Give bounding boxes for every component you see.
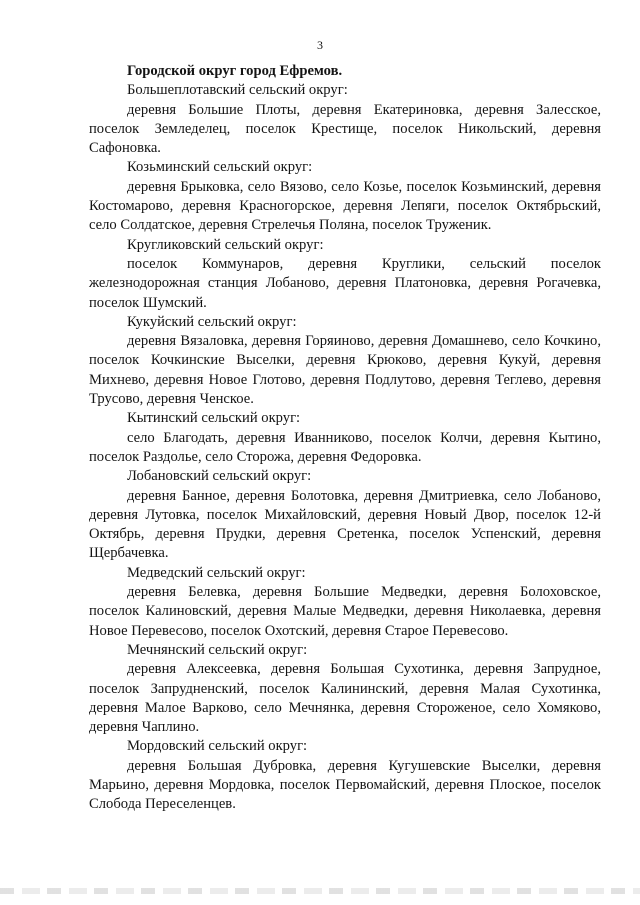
- settlement-list: деревня Алексеевка, деревня Большая Сухотинка, деревня Запрудное, поселок Запрудненский, поселок Калининский, деревня Малая Сухотинка, деревня Малое Варково, село Мечнянка, деревня Стороженое, село Хомяково, деревня Чаплино.: [89, 661, 601, 736]
- district-block: [89, 313, 601, 409]
- settlement-list: деревня Вязаловка, деревня Горяиново, деревня Домашнево, село Кочкино, поселок Кочкинские Выселки, деревня Крюково, деревня Кукуй, деревня Михнево, деревня Новое Глотово, деревня Подлутово, деревня Теглево, деревня Трусово, деревня Ченское.: [89, 333, 601, 408]
- district-list: [89, 81, 601, 814]
- settlement-list: деревня Большая Дубровка, деревня Кугушевские Выселки, деревня Марьино, деревня Мордовка, поселок Первомайский, деревня Плоское, поселок Слобода Переселенцев.: [89, 757, 601, 813]
- district-name: Кукуйский сельский округ:: [127, 313, 297, 330]
- district-name: Медведский сельский округ:: [127, 564, 306, 581]
- district-block: [89, 236, 601, 313]
- settlement-list: поселок Коммунаров, деревня Круглики, сельский поселок железнодорожная станция Лобаново, деревня Платоновка, деревня Рогачевка, поселок Шумский.: [89, 255, 601, 311]
- district-name: Кругликовский сельский округ:: [127, 236, 324, 253]
- district-block: [89, 564, 601, 641]
- district-block: [89, 641, 601, 737]
- district-block: [89, 81, 601, 158]
- district-block: [89, 737, 601, 814]
- settlement-list: деревня Брыковка, село Вязово, село Козье, поселок Козьминский, деревня Костомарово, деревня Красногорское, деревня Лепяги, поселок Октябрьский, село Солдатское, деревня Стрелечья Поляна, поселок Труженик.: [89, 178, 601, 234]
- district-block: [89, 409, 601, 467]
- district-block: [89, 158, 601, 235]
- district-name: Мордовский сельский округ:: [127, 738, 308, 755]
- document-heading: Городской округ город Ефремов.: [127, 63, 343, 79]
- settlement-list: село Благодать, деревня Иванниково, поселок Колчи, деревня Кытино, поселок Раздолье, село Сторожа, деревня Федоровка.: [89, 429, 601, 465]
- settlement-list: деревня Белевка, деревня Большие Медведки, деревня Болоховское, поселок Калиновский, деревня Малые Медведки, деревня Николаевка, деревня Новое Перевесово, поселок Охотский, деревня Старое Перевесово.: [89, 584, 601, 639]
- settlement-list: деревня Большие Плоты, деревня Екатериновка, деревня Залесское, поселок Земледелец, поселок Крестище, поселок Никольский, деревня Сафоновка.: [89, 101, 601, 157]
- scan-artifact-strip: [0, 888, 640, 894]
- document-body: [89, 62, 601, 815]
- district-name: Козьминский сельский округ:: [127, 159, 313, 176]
- district-name: Лобановский сельский округ:: [127, 468, 312, 485]
- settlement-list: деревня Банное, деревня Болотовка, деревня Дмитриевка, село Лобаново, деревня Лутовка, поселок Михайловский, деревня Новый Двор, поселок 12-й Октябрь, деревня Прудки, деревня Сретенка, поселок Успенский, деревня Щербачевка.: [89, 487, 601, 562]
- district-name: Мечнянский сельский округ:: [127, 641, 308, 658]
- district-block: [89, 467, 601, 563]
- district-name: Большеплотавский сельский округ:: [127, 82, 348, 99]
- district-name: Кытинский сельский округ:: [127, 410, 301, 427]
- page-number: 3: [317, 38, 323, 52]
